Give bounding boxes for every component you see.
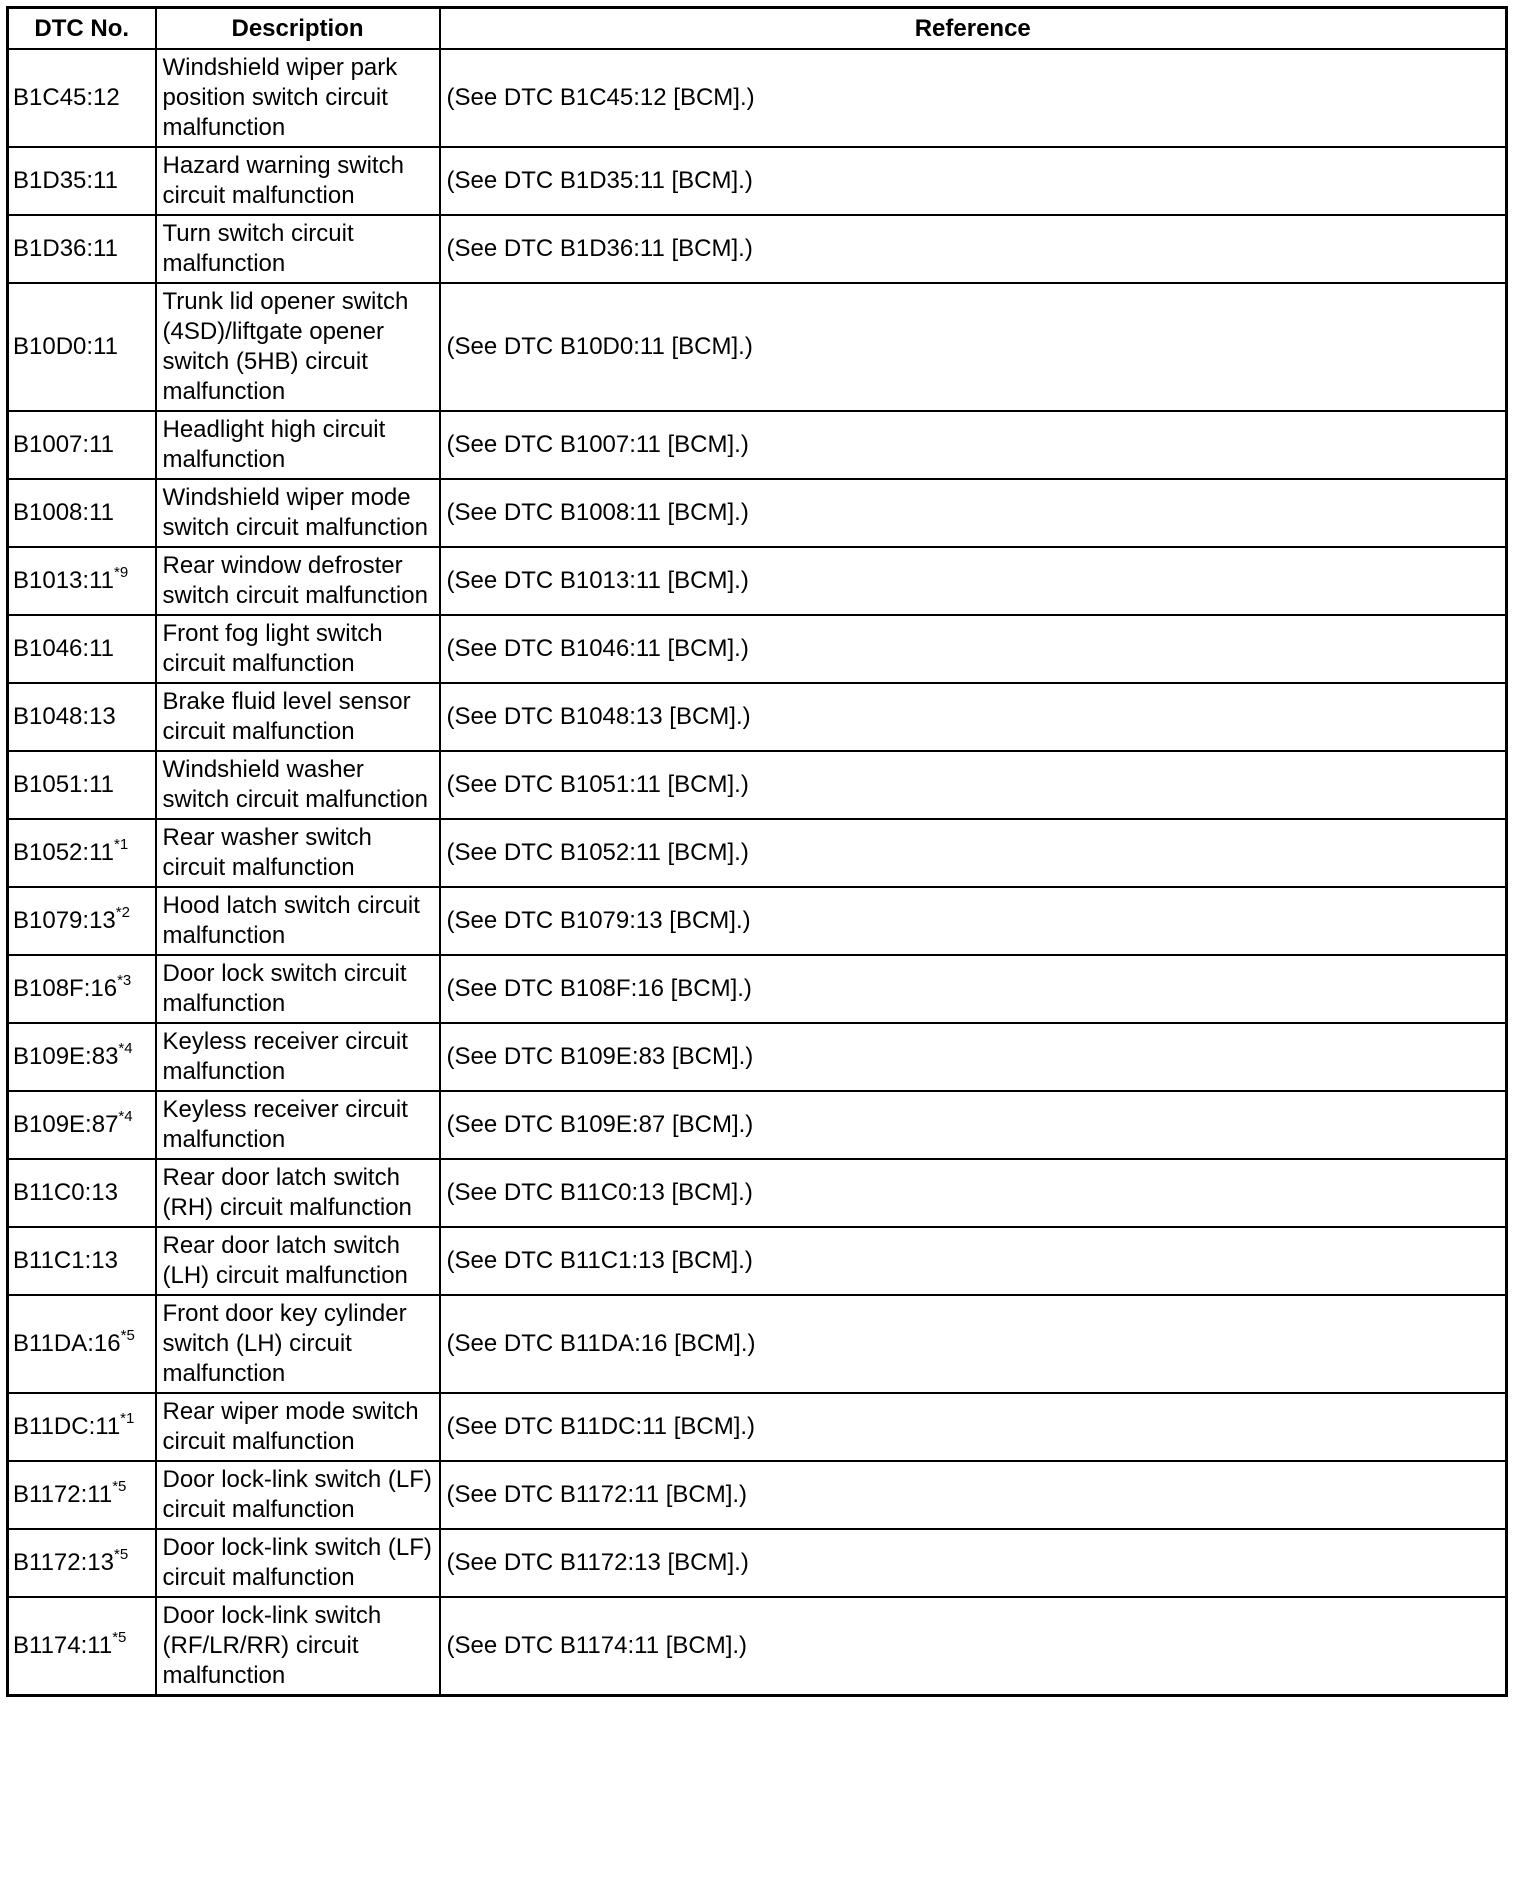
dtc-code-cell <box>8 1597 156 1696</box>
dtc-code: B1013:11 <box>13 567 114 594</box>
dtc-description: Hood latch switch circuit malfunction <box>156 887 440 955</box>
dtc-code-cell <box>8 1529 156 1597</box>
dtc-description: Brake fluid level sensor circuit malfunction <box>156 683 440 751</box>
dtc-reference: (See DTC B1D36:11 [BCM].) <box>440 215 1507 283</box>
footnote-marker: *9 <box>113 564 129 581</box>
dtc-code: B1174:11 <box>13 1632 113 1659</box>
table-row <box>8 1295 1507 1393</box>
table-row <box>8 751 1507 819</box>
dtc-reference: (See DTC B11DC:11 [BCM].) <box>440 1393 1507 1461</box>
dtc-reference: (See DTC B108F:16 [BCM].) <box>440 955 1507 1023</box>
table-row <box>8 615 1507 683</box>
dtc-description: Front fog light switch circuit malfunction <box>156 615 440 683</box>
dtc-description: Front door key cylinder switch (LH) circuit malfunction <box>156 1295 440 1393</box>
dtc-description: Rear door latch switch (RH) circuit malfunction <box>156 1159 440 1227</box>
table-row <box>8 547 1507 615</box>
table-row <box>8 1529 1507 1597</box>
dtc-reference: (See DTC B109E:87 [BCM].) <box>440 1091 1507 1159</box>
dtc-description: Rear window defroster switch circuit malfunction <box>156 547 440 615</box>
dtc-description: Rear door latch switch (LH) circuit malfunction <box>156 1227 440 1295</box>
dtc-reference: (See DTC B1007:11 [BCM].) <box>440 411 1507 479</box>
table-row <box>8 887 1507 955</box>
table-row <box>8 1393 1507 1461</box>
dtc-description: Door lock switch circuit malfunction <box>156 955 440 1023</box>
dtc-reference: (See DTC B1052:11 [BCM].) <box>440 819 1507 887</box>
dtc-reference: (See DTC B1D35:11 [BCM].) <box>440 147 1507 215</box>
table-row <box>8 49 1507 147</box>
dtc-code: B11DC:11 <box>13 1413 121 1440</box>
dtc-description: Windshield wiper park position switch circuit malfunction <box>156 49 440 147</box>
footnote-marker: *4 <box>118 1108 133 1125</box>
footnote-marker: *1 <box>113 836 129 853</box>
dtc-code: B1D36:11 <box>13 235 118 262</box>
dtc-code: B1052:11 <box>13 839 114 866</box>
dtc-code-cell <box>8 887 156 955</box>
dtc-code: B109E:83 <box>13 1043 119 1070</box>
dtc-description: Trunk lid opener switch (4SD)/liftgate opener switch (5HB) circuit malfunction <box>156 283 440 411</box>
dtc-description: Headlight high circuit malfunction <box>156 411 440 479</box>
dtc-reference: (See DTC B11DA:16 [BCM].) <box>440 1295 1507 1393</box>
dtc-description: Keyless receiver circuit malfunction <box>156 1091 440 1159</box>
table-row <box>8 683 1507 751</box>
dtc-code-cell <box>8 751 156 819</box>
dtc-code: B1048:13 <box>13 703 116 730</box>
dtc-description: Keyless receiver circuit malfunction <box>156 1023 440 1091</box>
dtc-code: B1007:11 <box>13 431 114 458</box>
dtc-code-cell <box>8 1393 156 1461</box>
dtc-description: Windshield washer switch circuit malfunction <box>156 751 440 819</box>
table-body <box>8 49 1507 1696</box>
dtc-code: B1C45:12 <box>13 84 120 111</box>
header-dtc-no: DTC No. <box>8 8 156 50</box>
dtc-code: B1079:13 <box>13 907 116 934</box>
dtc-code-cell <box>8 283 156 411</box>
dtc-reference: (See DTC B11C1:13 [BCM].) <box>440 1227 1507 1295</box>
dtc-code: B1051:11 <box>13 771 114 798</box>
table-row <box>8 1091 1507 1159</box>
dtc-description: Door lock-link switch (LF) circuit malfunction <box>156 1529 440 1597</box>
footnote-marker: *4 <box>118 1040 133 1057</box>
header-reference: Reference <box>440 8 1507 50</box>
dtc-code-cell <box>8 615 156 683</box>
dtc-reference: (See DTC B10D0:11 [BCM].) <box>440 283 1507 411</box>
dtc-code-cell <box>8 1091 156 1159</box>
dtc-description: Turn switch circuit malfunction <box>156 215 440 283</box>
dtc-description: Hazard warning switch circuit malfunction <box>156 147 440 215</box>
table-row <box>8 479 1507 547</box>
table-header-row <box>8 8 1507 50</box>
dtc-reference: (See DTC B1008:11 [BCM].) <box>440 479 1507 547</box>
dtc-code: B1008:11 <box>13 499 114 526</box>
dtc-reference: (See DTC B1013:11 [BCM].) <box>440 547 1507 615</box>
dtc-code-cell <box>8 1159 156 1227</box>
dtc-reference: (See DTC B1048:13 [BCM].) <box>440 683 1507 751</box>
dtc-reference: (See DTC B1172:11 [BCM].) <box>440 1461 1507 1529</box>
dtc-reference: (See DTC B1174:11 [BCM].) <box>440 1597 1507 1696</box>
dtc-code: B11DA:16 <box>13 1330 121 1357</box>
dtc-reference: (See DTC B109E:83 [BCM].) <box>440 1023 1507 1091</box>
dtc-code-cell <box>8 49 156 147</box>
table-row <box>8 1159 1507 1227</box>
dtc-code: B109E:87 <box>13 1111 119 1138</box>
header-description: Description <box>156 8 440 50</box>
dtc-code-cell <box>8 1461 156 1529</box>
dtc-code-cell <box>8 955 156 1023</box>
table-row <box>8 1227 1507 1295</box>
dtc-code-cell <box>8 147 156 215</box>
dtc-reference: (See DTC B1172:13 [BCM].) <box>440 1529 1507 1597</box>
table-row <box>8 955 1507 1023</box>
dtc-code-cell <box>8 819 156 887</box>
dtc-reference: (See DTC B1051:11 [BCM].) <box>440 751 1507 819</box>
dtc-reference: (See DTC B1C45:12 [BCM].) <box>440 49 1507 147</box>
dtc-description: Door lock-link switch (LF) circuit malfunction <box>156 1461 440 1529</box>
table-row <box>8 1461 1507 1529</box>
dtc-table <box>6 6 1508 1697</box>
dtc-code-cell <box>8 479 156 547</box>
table-row <box>8 1023 1507 1091</box>
dtc-code-cell <box>8 1023 156 1091</box>
footnote-marker: *5 <box>120 1327 135 1344</box>
table-row <box>8 1597 1507 1696</box>
dtc-code: B108F:16 <box>13 975 118 1002</box>
footnote-marker: *3 <box>117 972 132 989</box>
dtc-description: Rear washer switch circuit malfunction <box>156 819 440 887</box>
dtc-description: Rear wiper mode switch circuit malfunction <box>156 1393 440 1461</box>
table-row <box>8 283 1507 411</box>
dtc-code: B1046:11 <box>13 635 114 662</box>
dtc-code-cell <box>8 411 156 479</box>
dtc-code: B1172:11 <box>13 1481 113 1508</box>
dtc-description: Windshield wiper mode switch circuit malfunction <box>156 479 440 547</box>
footnote-marker: *5 <box>113 1546 129 1563</box>
table-row <box>8 411 1507 479</box>
dtc-code: B11C0:13 <box>13 1179 118 1206</box>
footnote-marker: *1 <box>120 1410 135 1427</box>
dtc-code: B10D0:11 <box>13 333 118 360</box>
dtc-reference: (See DTC B1079:13 [BCM].) <box>440 887 1507 955</box>
dtc-code-cell <box>8 1295 156 1393</box>
table-row <box>8 819 1507 887</box>
footnote-marker: *5 <box>112 1478 127 1495</box>
dtc-code-cell <box>8 1227 156 1295</box>
dtc-code-cell <box>8 547 156 615</box>
dtc-code-cell <box>8 215 156 283</box>
dtc-reference: (See DTC B1046:11 [BCM].) <box>440 615 1507 683</box>
dtc-code: B11C1:13 <box>13 1247 118 1274</box>
footnote-marker: *2 <box>115 904 130 921</box>
dtc-code: B1172:13 <box>13 1549 114 1576</box>
table-row <box>8 215 1507 283</box>
dtc-code-cell <box>8 683 156 751</box>
dtc-code: B1D35:11 <box>13 167 118 194</box>
dtc-reference: (See DTC B11C0:13 [BCM].) <box>440 1159 1507 1227</box>
table-row <box>8 147 1507 215</box>
footnote-marker: *5 <box>112 1629 127 1646</box>
dtc-description: Door lock-link switch (RF/LR/RR) circuit malfunction <box>156 1597 440 1696</box>
